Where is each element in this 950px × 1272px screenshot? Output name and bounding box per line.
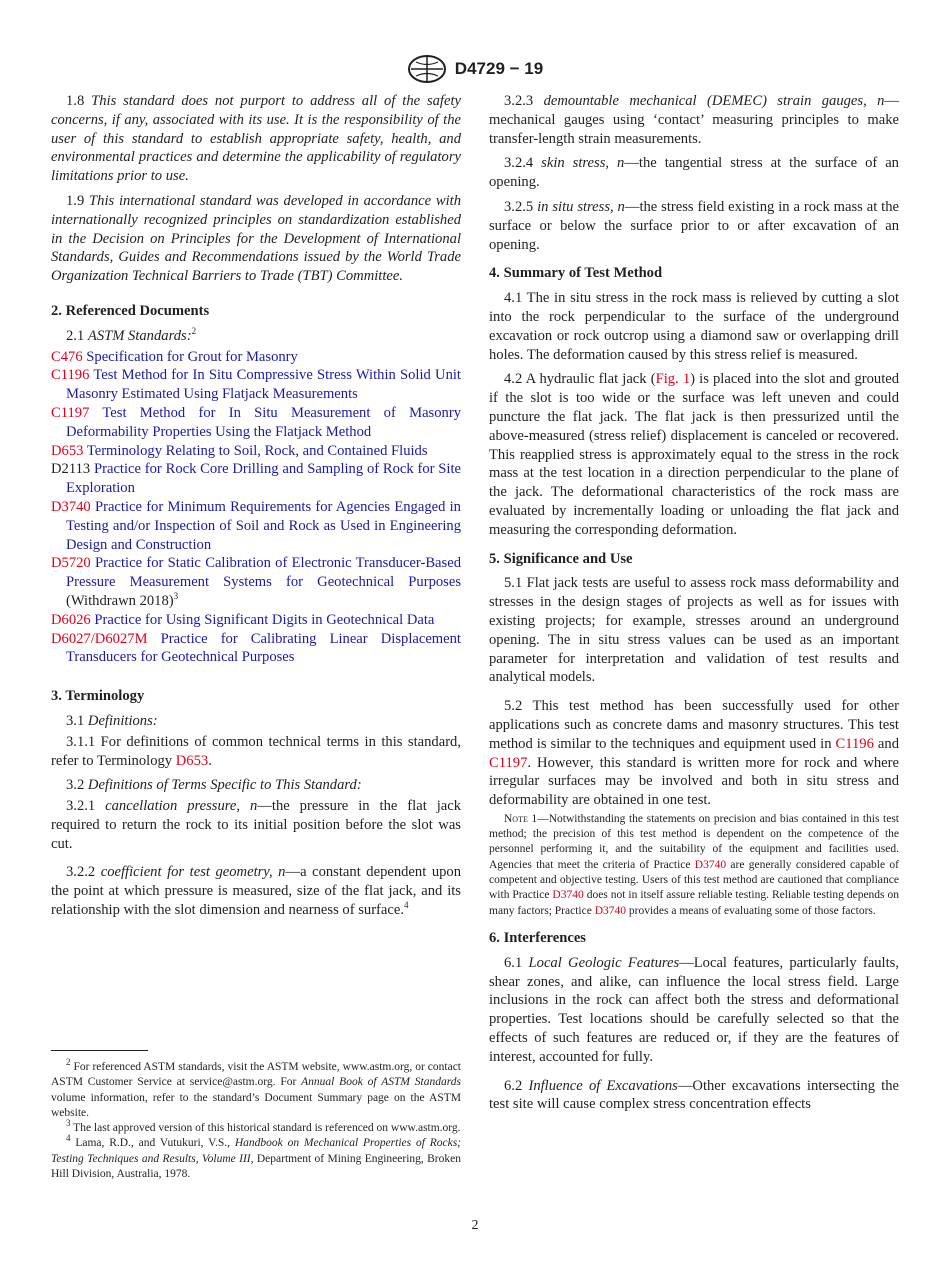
section-4-2: 4.2 A hydraulic flat jack (Fig. 1) is placed into the slot and grouted if the slot is too wide or the surface was left uneven and could puncture the flat jack. The flat jack is then pressurized until the above-measured (stress relief) displacement is canceled or recovered. This reapplied stress is approximately equal to the stress in the rock mass at the test location in a direction perpendicular to the plane of the jack. The deformational characteristics of the rock mass are evaluated by incrementally loading or unloading the flat jack and measuring the corresponding deformation. — [489, 371, 900, 538]
link-d653[interactable]: D653 — [175, 752, 209, 769]
section-3-1-1: 3.1.1 For definitions of common technical terms in this standard, refer to Terminology D653. — [51, 733, 461, 769]
link-d3740[interactable]: D3740 — [694, 858, 727, 871]
section-6-2: 6.2 Influence of Excavations—Other excavations intersecting the test site will cause complex stress concentration effects — [489, 1077, 900, 1113]
link-d3740[interactable]: D3740 — [552, 889, 584, 902]
ref-item[interactable]: D6026 Practice for Using Significant Digits in Geotechnical Data — [51, 611, 435, 628]
link-c1196[interactable]: C1196 — [835, 735, 874, 752]
section-2-heading: 2. Referenced Documents — [51, 302, 210, 319]
link-c1197[interactable]: C1197 — [489, 754, 528, 771]
section-3-2-3: 3.2.3 demountable mechanical (DEMEC) strain gauges, n—mechanical gauges using ‘contact’ measuring principles to make transfer-length strain measurements. — [489, 93, 899, 147]
ref-item[interactable]: C1196 Test Method for In Situ Compressive Stress Within Solid Unit Masonry Estimated Using Flatjack Measurements — [51, 367, 461, 403]
left-column — [51, 92, 461, 926]
section-1-9: 1.9 This international standard was developed in accordance with internationally recognized principles on standardization established in the Decision on Principles for the Development of International Standards, Guides and Recommendations issued by the World Trade Organization Technical Barriers to Trade (TBT) Committee. — [51, 192, 462, 285]
ref-item[interactable]: D653 Terminology Relating to Soil, Rock, and Contained Fluids — [51, 442, 428, 459]
footnote-3: $^3$ The last approved version of this historical standard is referenced on www.astm.org. — [66, 1118, 461, 1135]
section-3-2-4: 3.2.4 skin stress, n—the tangential stress at the surface of an opening. — [489, 155, 899, 191]
section-3-2-1: 3.2.1 cancellation pressure, n—the pressure in the flat jack required to return the rock to its initial position before the slot was cut. — [51, 798, 461, 852]
section-3-1: 3.1 Definitions: — [66, 712, 158, 729]
page-number: 2 — [471, 1218, 479, 1233]
section-3-2: 3.2 Definitions of Terms Specific to This Standard: — [66, 777, 362, 794]
footnote-4: $^4$ Lama, R.D., and Vutukuri, V.S., Handbook on Mechanical Properties of Rocks; Testing Techniques and Results, Volume III, Department of Mining Engineering, Broken Hill Division, Australia, 1978. — [51, 1133, 461, 1181]
page-header — [0, 54, 950, 84]
ref-item[interactable]: D6027/D6027M Practice for Calibrating Linear Displacement Transducers for Geotechnical Purposes — [51, 630, 461, 666]
section-5-heading: 5. Significance and Use — [489, 550, 633, 567]
footnotes — [51, 1057, 461, 1182]
link-fig-1[interactable]: Fig. 1 — [655, 371, 691, 388]
section-5-1: 5.1 Flat jack tests are useful to assess rock mass deformability and stresses in the design stages of projects as well as for issues with existing projects; for example, stresses around an underground opening. The in situ stress values can be used as an important parameter for interpretation and validation of test results and analytical models. — [489, 575, 899, 686]
astm-logo-icon — [407, 54, 447, 84]
section-6-1: 6.1 Local Geologic Features—Local features, particularly faults, shear zones, and alike, can influence the local stress field. Large inclusions in the rock can affect both the stress and deformational properties. Test locations should be carefully selected so that the effects of such features are reduced or, if they are the features of interest, accounted for fully. — [489, 954, 899, 1065]
section-3-2-5: 3.2.5 in situ stress, n—the stress field existing in a rock mass at the surface or below the surface prior to or after excavation of an opening. — [489, 198, 899, 253]
ref-item[interactable]: D3740 Practice for Minimum Requirements for Agencies Engaged in Testing and/or Inspection of Soil and Rock as Used in Engineering Design and Construction — [51, 498, 461, 553]
standard-designation: D4729 − 19 — [454, 59, 544, 78]
right-column — [489, 92, 899, 1120]
section-2-1: 2.1 ASTM Standards:$^2$ — [66, 325, 197, 344]
section-3-2-2: 3.2.2 coefficient for test geometry, n—a constant dependent upon the point at which pressure is measured, size of the flat jack, and its relationship with the slot dimension and nearness of surface.$^4$ — [51, 864, 462, 919]
footnote-2: $^2$ For referenced ASTM standards, visit the ASTM website, www.astm.org, or contact ASTM Customer Service at service@astm.org. For Annual Book of ASTM Standards volume information, refer to the standard’s Document Summary page on the ASTM website. — [51, 1057, 461, 1119]
section-1-8: 1.8 This standard does not purport to address all of the safety concerns, if any, associated with its use. It is the responsibility of the user of this standard to establish appropriate safety, health, and environmental practices and determine the applicability of regulatory limitations prior to use. — [51, 93, 461, 185]
section-4-1: 4.1 The in situ stress in the rock mass is relieved by cutting a slot into the rock perpendicular to the surface of the underground excavation or rock outcrop using a diamond saw or overlapping drill holes. The deformation caused by this stress relief is measured. — [489, 290, 899, 363]
ref-item[interactable]: D5720 Practice for Static Calibration of Electronic Transducer-Based Pressure Measurement Systems for Geotechnical Purposes (Withdrawn 2018)$^3$ — [51, 555, 461, 609]
ref-item[interactable]: C476 Specification for Grout for Masonry — [51, 348, 298, 365]
link-d3740[interactable]: D3740 — [594, 904, 627, 917]
section-4-heading: 4. Summary of Test Method — [489, 265, 663, 282]
section-3-heading: 3. Terminology — [51, 688, 145, 705]
section-5-2: 5.2 This test method has been successfully used for other applications such as concrete dams and masonry structures. This test method is similar to the techniques and equipment used in C1196 and C1197. However, this standard is written more for rock and where irregular surfaces may be involved and both in situ stress and deformability are obtained in one test. — [489, 698, 899, 809]
footnote-divider — [51, 1050, 148, 1051]
note-1: Note 1—Notwithstanding the statements on precision and bias contained in this test method; the precision of this test method is dependent on the competence of the personnel performing it, and the suitability of the equipment and facilities used. Agencies that meet the criteria of Practice D3740 are generally considered capable of competent and objective testing. Users of this test method are cautioned that compliance with Practice D3740 does not in itself assure reliable testing. Reliable testing depends on many factors; Practice D3740 provides a means of evaluating some of those factors. — [489, 812, 900, 917]
section-6-heading: 6. Interferences — [489, 929, 586, 946]
ref-item[interactable]: D2113 Practice for Rock Core Drilling and Sampling of Rock for Site Exploration — [51, 461, 461, 497]
ref-item[interactable]: C1197 Test Method for In Situ Measurement of Masonry Deformability Properties Using the Flatjack Method — [51, 404, 461, 440]
